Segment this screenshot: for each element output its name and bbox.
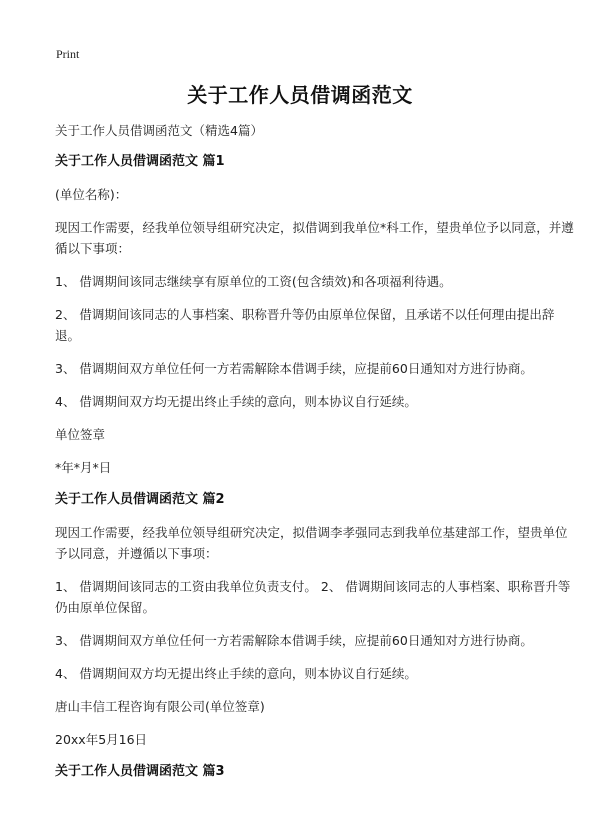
signature-label: 单位签章 (55, 427, 106, 442)
document-body (55, 120, 575, 794)
paragraph: 4、 借调期间双方均无提出终止手续的意向，则本协议自行延续。 (55, 666, 417, 681)
section-1 (55, 152, 575, 478)
document-title: 关于工作人员借调函范文 (187, 83, 413, 107)
section-2 (55, 490, 575, 750)
paragraph: 1、 借调期间该同志继续享有原单位的工资(包含绩效)和各项福利待遇。 (55, 274, 452, 289)
paragraph: 4、 借调期间双方均无提出终止手续的意向，则本协议自行延续。 (55, 394, 417, 409)
paragraph: 现因工作需要，经我单位领导组研究决定，拟借调李孝强同志到我单位基建部工作，望贵单位予以同意，并遵循以下事项： (55, 525, 568, 561)
date-line: *年*月*日 (55, 460, 112, 475)
date-line: 20xx年5月16日 (55, 732, 148, 747)
paragraph: 3、 借调期间双方单位任何一方若需解除本借调手续，应提前60日通知对方进行协商。 (55, 633, 533, 648)
paragraph: 3、 借调期间双方单位任何一方若需解除本借调手续，应提前60日通知对方进行协商。 (55, 361, 533, 376)
paragraph: 1、 借调期间该同志的工资由我单位负责支付。 2、 借调期间该同志的人事档案、职称晋升等仍由原单位保留。 (55, 579, 571, 615)
section-heading: 关于工作人员借调函范文 篇1 (55, 154, 225, 169)
document-subtitle: 关于工作人员借调函范文（精选4篇） (55, 123, 263, 138)
section-3 (55, 762, 575, 782)
paragraph: 现因工作需要，经我单位领导组研究决定，拟借调到我单位*科工作，望贵单位予以同意，并遵循以下事项： (55, 220, 574, 256)
paragraph: (单位名称)： (55, 187, 128, 202)
section-heading: 关于工作人员借调函范文 篇3 (55, 764, 225, 779)
signature-label: 唐山丰信工程咨询有限公司(单位签章) (55, 699, 265, 714)
print-link[interactable]: Print (56, 47, 80, 61)
paragraph: 2、 借调期间该同志的人事档案、职称晋升等仍由原单位保留，且承诺不以任何理由提出辞退。 (55, 307, 555, 343)
section-heading: 关于工作人员借调函范文 篇2 (55, 492, 225, 507)
